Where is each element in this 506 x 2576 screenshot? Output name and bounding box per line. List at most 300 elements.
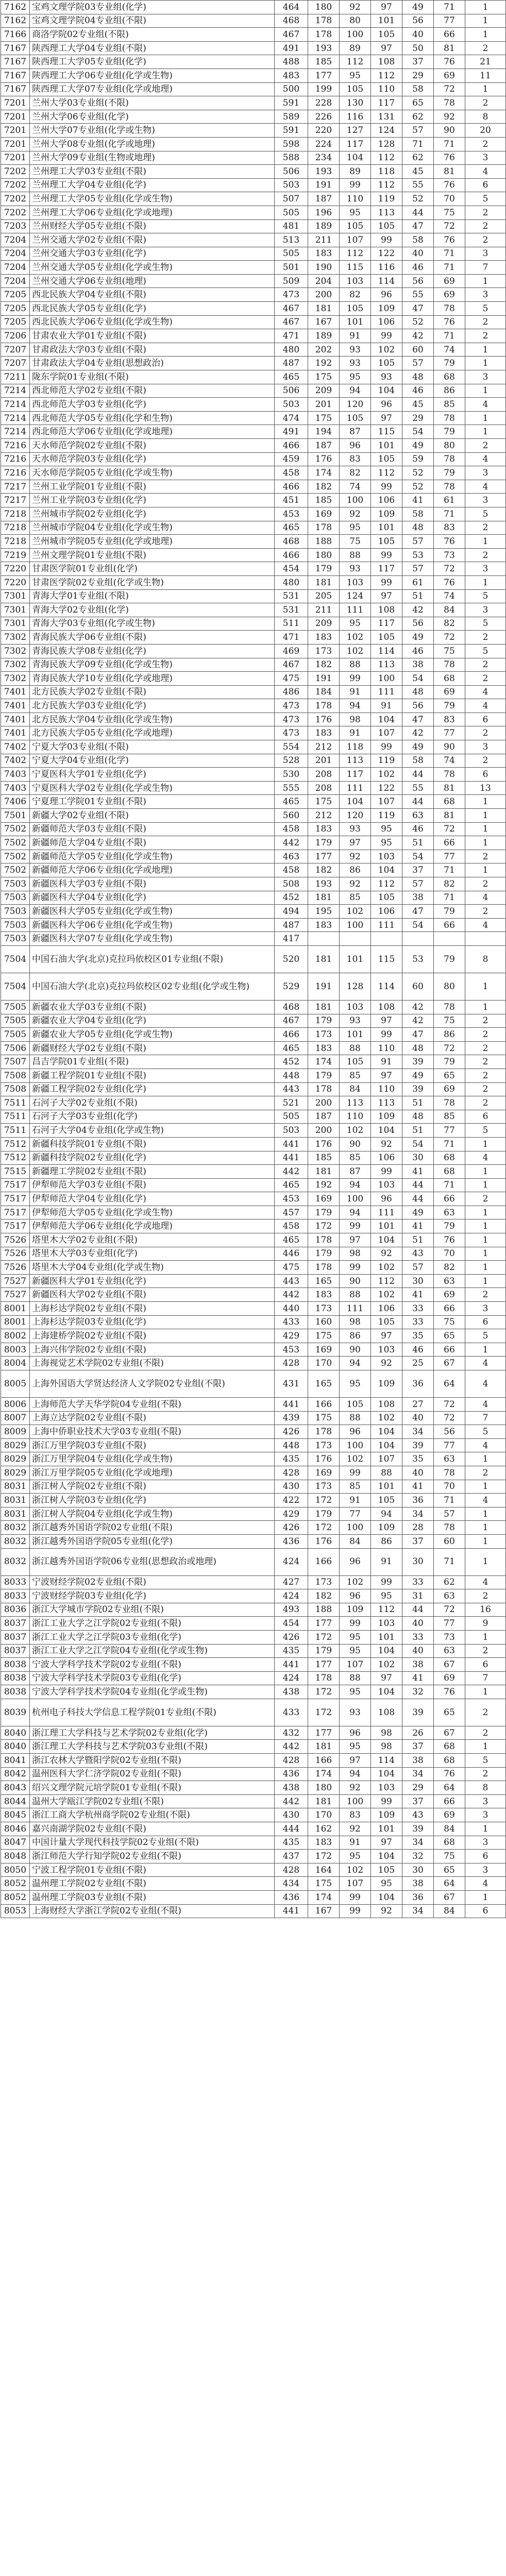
rank-count-cell: 1 <box>465 575 506 589</box>
chinese-score-cell: 196 <box>308 206 340 219</box>
school-code-cell: 8047 <box>1 1836 30 1850</box>
foreign-language-score-cell: 107 <box>371 726 402 740</box>
math-score-cell: 96 <box>340 1726 371 1740</box>
total-score-cell: 464 <box>275 1 308 14</box>
chinese-score-cell: 183 <box>308 1288 340 1302</box>
math-score-cell: 97 <box>340 1233 371 1247</box>
school-code-cell: 7517 <box>1 1192 30 1206</box>
total-score-cell: 442 <box>275 1794 308 1808</box>
foreign-language-score-cell: 97 <box>371 411 402 425</box>
rank-count-cell: 1 <box>465 1452 506 1466</box>
group-name-cell: 新疆医科大学04专业组(化学) <box>30 891 275 905</box>
elective-one-score-cell: 29 <box>402 69 434 82</box>
table-row <box>1 69 506 82</box>
table-row <box>1 288 506 302</box>
total-score-cell: 452 <box>275 891 308 905</box>
math-score-cell: 84 <box>340 1082 371 1096</box>
table-row <box>1 1192 506 1206</box>
foreign-language-score-cell: 100 <box>371 672 402 686</box>
school-code-cell: 8039 <box>1 1699 30 1726</box>
elective-one-score-cell: 37 <box>402 1794 434 1808</box>
total-score-cell: 441 <box>275 1658 308 1672</box>
table-row <box>1 713 506 726</box>
total-score-cell: 433 <box>275 1315 308 1329</box>
elective-one-score-cell: 38 <box>402 1754 434 1768</box>
chinese-score-cell: 194 <box>308 425 340 439</box>
elective-one-score-cell: 41 <box>402 1288 434 1302</box>
math-score-cell: 86 <box>340 863 371 877</box>
total-score-cell: 446 <box>275 1247 308 1261</box>
elective-two-score-cell: 71 <box>434 1137 465 1151</box>
chinese-score-cell: 172 <box>308 1494 340 1507</box>
group-name-cell: 伊犁师范大学04专业组(化学) <box>30 1192 275 1206</box>
foreign-language-score-cell: 97 <box>371 1836 402 1850</box>
math-score-cell: 107 <box>340 233 371 247</box>
elective-two-score-cell: 77 <box>434 1124 465 1138</box>
group-name-cell: 新疆科技学院02专业组(化学) <box>30 1151 275 1165</box>
total-score-cell: 442 <box>275 1288 308 1302</box>
math-score-cell: 100 <box>340 494 371 507</box>
school-code-cell: 8031 <box>1 1494 30 1507</box>
math-score-cell: 100 <box>340 1521 371 1535</box>
rank-count-cell: 5 <box>465 302 506 316</box>
math-score-cell: 97 <box>340 1754 371 1768</box>
school-code-cell: 7205 <box>1 288 30 302</box>
elective-two-score-cell: 72 <box>434 562 465 576</box>
rank-count-cell: 2 <box>465 658 506 672</box>
foreign-language-score-cell: 112 <box>371 1603 402 1617</box>
table-row <box>1 1575 506 1589</box>
table-row <box>1 1206 506 1219</box>
foreign-language-score-cell: 115 <box>371 425 402 439</box>
total-score-cell: 429 <box>275 1329 308 1343</box>
rank-count-cell: 20 <box>465 124 506 138</box>
math-score-cell: 99 <box>340 1261 371 1275</box>
chinese-score-cell: 179 <box>308 1206 340 1219</box>
rank-count-cell: 1 <box>465 1822 506 1836</box>
school-code-cell: 8037 <box>1 1617 30 1631</box>
foreign-language-score-cell: 97 <box>371 1014 402 1028</box>
elective-two-score-cell: 68 <box>434 1165 465 1179</box>
chinese-score-cell: 181 <box>308 945 340 973</box>
group-name-cell: 宁夏大学04专业组(化学) <box>30 754 275 768</box>
elective-one-score-cell: 47 <box>402 1028 434 1042</box>
elective-two-score-cell: 81 <box>434 781 465 795</box>
school-code-cell: 7526 <box>1 1261 30 1275</box>
elective-one-score-cell: 48 <box>402 1110 434 1124</box>
math-score-cell: 111 <box>340 781 371 795</box>
math-score-cell: 92 <box>340 1781 371 1795</box>
group-name-cell: 甘肃政法大学04专业组(思想政治) <box>30 357 275 370</box>
chinese-score-cell: 187 <box>308 1110 340 1124</box>
elective-two-score-cell: 69 <box>434 69 465 82</box>
school-code-cell: 7502 <box>1 850 30 863</box>
rank-count-cell: 2 <box>465 1096 506 1110</box>
chinese-score-cell: 174 <box>308 1891 340 1905</box>
group-name-cell: 商洛学院02专业组(不限) <box>30 28 275 42</box>
table-row <box>1 165 506 179</box>
school-code-cell: 8038 <box>1 1685 30 1699</box>
elective-two-score-cell: 79 <box>434 357 465 370</box>
school-code-cell: 8037 <box>1 1644 30 1658</box>
table-row <box>1 905 506 919</box>
rank-count-cell: 3 <box>465 603 506 617</box>
table-row <box>1 247 506 261</box>
group-name-cell: 浙江越秀外国语学院02专业组(不限) <box>30 1521 275 1535</box>
elective-one-score-cell: 40 <box>402 1466 434 1480</box>
total-score-cell: 466 <box>275 1028 308 1042</box>
elective-two-score-cell: 68 <box>434 672 465 686</box>
rank-count-cell: 2 <box>465 233 506 247</box>
school-code-cell: 8005 <box>1 1370 30 1398</box>
group-name-cell: 中国计量大学现代科技学院02专业组(不限) <box>30 1836 275 1850</box>
school-code-cell: 7511 <box>1 1110 30 1124</box>
table-row <box>1 425 506 439</box>
group-name-cell: 陕西理工大学05专业组(化学) <box>30 55 275 69</box>
rank-count-cell: 1 <box>465 836 506 850</box>
rank-count-cell: 3 <box>465 466 506 480</box>
rank-count-cell: 1 <box>465 343 506 357</box>
rank-count-cell: 3 <box>465 1863 506 1877</box>
group-name-cell: 新疆医科大学02专业组(不限) <box>30 1288 275 1302</box>
elective-two-score-cell: 71 <box>434 863 465 877</box>
elective-two-score-cell <box>434 932 465 946</box>
group-name-cell: 北方民族大学04专业组(化学或生物) <box>30 713 275 726</box>
school-code-cell: 8052 <box>1 1891 30 1905</box>
group-name-cell: 绍兴文理学院元培学院01专业组(不限) <box>30 1781 275 1795</box>
chinese-score-cell: 183 <box>308 822 340 836</box>
foreign-language-score-cell: 110 <box>371 82 402 96</box>
group-name-cell: 北方民族大学02专业组(不限) <box>30 685 275 699</box>
chinese-score-cell: 170 <box>308 1357 340 1370</box>
total-score-cell: 454 <box>275 1617 308 1631</box>
elective-two-score-cell: 60 <box>434 1534 465 1548</box>
chinese-score-cell: 178 <box>308 1671 340 1685</box>
math-score-cell: 95 <box>340 1644 371 1658</box>
foreign-language-score-cell: 91 <box>371 1055 402 1069</box>
school-code-cell: 7167 <box>1 41 30 55</box>
elective-one-score-cell: 54 <box>402 850 434 863</box>
rank-count-cell: 1 <box>465 28 506 42</box>
foreign-language-score-cell: 113 <box>371 206 402 219</box>
math-score-cell: 83 <box>340 1808 371 1822</box>
elective-two-score-cell: 80 <box>434 439 465 453</box>
rank-count-cell: 2 <box>465 1726 506 1740</box>
elective-one-score-cell: 57 <box>402 877 434 891</box>
table-row <box>1 1603 506 1617</box>
elective-two-score-cell: 77 <box>434 1438 465 1452</box>
math-score-cell: 111 <box>340 603 371 617</box>
foreign-language-score-cell: 106 <box>371 1151 402 1165</box>
school-code-cell: 7511 <box>1 1124 30 1138</box>
math-score-cell: 105 <box>340 82 371 96</box>
foreign-language-score-cell: 101 <box>371 1630 402 1644</box>
elective-one-score-cell: 25 <box>402 1357 434 1370</box>
group-name-cell: 新疆医科大学05专业组(化学或生物) <box>30 905 275 919</box>
elective-two-score-cell: 63 <box>434 1452 465 1466</box>
elective-two-score-cell: 75 <box>434 1850 465 1863</box>
rank-count-cell: 1 <box>465 822 506 836</box>
elective-two-score-cell: 85 <box>434 1110 465 1124</box>
rank-count-cell: 1 <box>465 1247 506 1261</box>
group-name-cell: 新疆师范大学05专业组(化学或生物) <box>30 850 275 863</box>
total-score-cell: 440 <box>275 1302 308 1316</box>
table-row <box>1 384 506 398</box>
table-row <box>1 945 506 973</box>
rank-count-cell: 2 <box>465 726 506 740</box>
rank-count-cell: 3 <box>465 494 506 507</box>
table-row <box>1 1165 506 1179</box>
rank-count-cell: 1 <box>465 1685 506 1699</box>
elective-one-score-cell: 41 <box>402 1671 434 1685</box>
rank-count-cell: 7 <box>465 1411 506 1425</box>
elective-one-score-cell: 36 <box>402 1370 434 1398</box>
rank-count-cell: 1 <box>465 1261 506 1275</box>
elective-two-score-cell: 71 <box>434 507 465 521</box>
math-score-cell: 95 <box>340 1850 371 1863</box>
rank-count-cell: 3 <box>465 1794 506 1808</box>
foreign-language-score-cell: 99 <box>371 740 402 754</box>
group-name-cell: 兰州大学07专业组(化学或生物) <box>30 124 275 138</box>
foreign-language-score-cell: 104 <box>371 713 402 726</box>
chinese-score-cell: 181 <box>308 1740 340 1754</box>
chinese-score-cell: 180 <box>308 548 340 562</box>
chinese-score-cell: 201 <box>308 398 340 412</box>
table-row <box>1 768 506 782</box>
group-name-cell: 西北民族大学04专业组(不限) <box>30 288 275 302</box>
school-code-cell: 7216 <box>1 439 30 453</box>
elective-one-score-cell: 62 <box>402 151 434 165</box>
elective-two-score-cell: 67 <box>434 1726 465 1740</box>
math-score-cell: 104 <box>340 151 371 165</box>
math-score-cell: 91 <box>340 726 371 740</box>
elective-two-score-cell: 63 <box>434 1274 465 1288</box>
elective-one-score-cell: 61 <box>402 575 434 589</box>
math-score-cell: 120 <box>340 398 371 412</box>
foreign-language-score-cell: 110 <box>371 1082 402 1096</box>
group-name-cell: 新疆农业大学04专业组(化学) <box>30 1014 275 1028</box>
elective-two-score-cell: 71 <box>434 1178 465 1192</box>
table-row <box>1 1069 506 1082</box>
total-score-cell: 467 <box>275 28 308 42</box>
rank-count-cell: 2 <box>465 1014 506 1028</box>
chinese-score-cell: 189 <box>308 329 340 343</box>
table-row <box>1 1247 506 1261</box>
total-score-cell: 500 <box>275 82 308 96</box>
elective-one-score-cell: 43 <box>402 1247 434 1261</box>
chinese-score-cell: 179 <box>308 836 340 850</box>
foreign-language-score-cell: 102 <box>371 343 402 357</box>
school-code-cell: 7511 <box>1 1096 30 1110</box>
elective-one-score-cell: 48 <box>402 370 434 384</box>
foreign-language-score-cell: 114 <box>371 644 402 658</box>
elective-one-score-cell <box>402 932 434 946</box>
chinese-score-cell: 173 <box>308 1302 340 1316</box>
math-score-cell: 91 <box>340 329 371 343</box>
table-row <box>1 863 506 877</box>
total-score-cell: 430 <box>275 1808 308 1822</box>
school-code-cell: 8048 <box>1 1850 30 1863</box>
group-name-cell: 甘肃医学院01专业组(化学) <box>30 562 275 576</box>
school-code-cell: 7406 <box>1 795 30 809</box>
elective-two-score-cell: 64 <box>434 1370 465 1398</box>
elective-one-score-cell: 39 <box>402 1082 434 1096</box>
total-score-cell: 438 <box>275 1685 308 1699</box>
elective-two-score-cell: 78 <box>434 96 465 110</box>
group-name-cell: 浙江越秀外国语学院06专业组(思想政治或地理) <box>30 1548 275 1575</box>
group-name-cell: 宁波大学科学技术学院04专业组(化学或生物) <box>30 1685 275 1699</box>
rank-count-cell: 5 <box>465 192 506 206</box>
table-row <box>1 1521 506 1535</box>
school-code-cell: 8036 <box>1 1603 30 1617</box>
total-score-cell: 529 <box>275 973 308 1000</box>
school-code-cell: 7508 <box>1 1082 30 1096</box>
chinese-score-cell: 178 <box>308 1233 340 1247</box>
school-code-cell: 8031 <box>1 1507 30 1521</box>
math-score-cell: 88 <box>340 658 371 672</box>
foreign-language-score-cell: 93 <box>371 370 402 384</box>
total-score-cell: 424 <box>275 1589 308 1603</box>
chinese-score-cell: 209 <box>308 617 340 631</box>
rank-count-cell: 4 <box>465 398 506 412</box>
school-code-cell: 8045 <box>1 1808 30 1822</box>
chinese-score-cell: 193 <box>308 41 340 55</box>
table-row <box>1 1357 506 1370</box>
group-name-cell: 上海中侨职业技术大学03专业组(不限) <box>30 1425 275 1439</box>
group-name-cell: 伊犁师范大学05专业组(化学或生物) <box>30 1206 275 1219</box>
group-name-cell: 新疆大学02专业组(不限) <box>30 809 275 823</box>
total-score-cell: 463 <box>275 850 308 863</box>
elective-one-score-cell: 55 <box>402 288 434 302</box>
elective-one-score-cell: 52 <box>402 315 434 329</box>
school-code-cell: 7527 <box>1 1274 30 1288</box>
total-score-cell: 444 <box>275 1822 308 1836</box>
total-score-cell: 554 <box>275 740 308 754</box>
school-code-cell: 8029 <box>1 1452 30 1466</box>
group-name-cell: 浙江理工大学科技与艺术学院03专业组(不限) <box>30 1740 275 1754</box>
table-row <box>1 1178 506 1192</box>
elective-two-score-cell: 90 <box>434 124 465 138</box>
foreign-language-score-cell: 105 <box>371 357 402 370</box>
group-name-cell: 浙江树人学院02专业组(不限) <box>30 1480 275 1494</box>
math-score-cell: 95 <box>340 617 371 631</box>
group-name-cell: 兰州城市学院04专业组(化学或生物) <box>30 521 275 535</box>
chinese-score-cell: 212 <box>308 740 340 754</box>
group-name-cell: 兰州工业学院01专业组(不限) <box>30 480 275 494</box>
elective-one-score-cell: 45 <box>402 398 434 412</box>
total-score-cell: 493 <box>275 1603 308 1617</box>
chinese-score-cell: 176 <box>308 1534 340 1548</box>
math-score-cell: 95 <box>340 206 371 219</box>
foreign-language-score-cell: 104 <box>371 863 402 877</box>
elective-two-score-cell: 76 <box>434 1685 465 1699</box>
table-row <box>1 452 506 466</box>
school-code-cell: 7203 <box>1 219 30 233</box>
chinese-score-cell: 172 <box>308 1630 340 1644</box>
foreign-language-score-cell: 102 <box>371 1288 402 1302</box>
chinese-score-cell: 178 <box>308 14 340 28</box>
group-name-cell: 浙江万里学院04专业组(化学或生物) <box>30 1452 275 1466</box>
elective-two-score-cell: 75 <box>434 1315 465 1329</box>
math-score-cell: 99 <box>340 178 371 192</box>
rank-count-cell: 2 <box>465 1082 506 1096</box>
elective-two-score-cell: 64 <box>434 1781 465 1795</box>
elective-one-score-cell: 60 <box>402 343 434 357</box>
group-name-cell: 青海大学03专业组(化学或生物) <box>30 617 275 631</box>
table-row <box>1 1014 506 1028</box>
table-row <box>1 617 506 631</box>
elective-two-score-cell: 73 <box>434 548 465 562</box>
elective-one-score-cell: 42 <box>402 329 434 343</box>
total-score-cell: 513 <box>275 233 308 247</box>
math-score-cell: 88 <box>340 1411 371 1425</box>
chinese-score-cell: 180 <box>308 1781 340 1795</box>
elective-two-score-cell: 72 <box>434 1603 465 1617</box>
elective-one-score-cell: 59 <box>402 452 434 466</box>
rank-count-cell: 2 <box>465 1192 506 1206</box>
school-code-cell: 7201 <box>1 110 30 124</box>
foreign-language-score-cell: 103 <box>371 1343 402 1357</box>
rank-count-cell: 1 <box>465 1740 506 1754</box>
rank-count-cell: 2 <box>465 1028 506 1042</box>
elective-one-score-cell: 38 <box>402 891 434 905</box>
foreign-language-score-cell: 101 <box>371 521 402 535</box>
table-row <box>1 1151 506 1165</box>
elective-two-score-cell: 79 <box>434 1219 465 1233</box>
chinese-score-cell: 177 <box>308 1617 340 1631</box>
chinese-score-cell: 178 <box>308 1082 340 1096</box>
total-score-cell: 454 <box>275 562 308 576</box>
elective-two-score-cell: 70 <box>434 1247 465 1261</box>
elective-one-score-cell: 52 <box>402 192 434 206</box>
rank-count-cell: 4 <box>465 1370 506 1398</box>
total-score-cell: 457 <box>275 1206 308 1219</box>
rank-count-cell: 16 <box>465 1603 506 1617</box>
total-score-cell: 480 <box>275 575 308 589</box>
table-row <box>1 329 506 343</box>
math-score-cell: 96 <box>340 439 371 453</box>
total-score-cell: 475 <box>275 672 308 686</box>
group-name-cell: 昌吉学院01专业组(不限) <box>30 1055 275 1069</box>
group-name-cell: 陕西理工大学07专业组(化学或地理) <box>30 82 275 96</box>
foreign-language-score-cell: 103 <box>371 1178 402 1192</box>
school-code-cell: 7207 <box>1 357 30 370</box>
school-code-cell: 7401 <box>1 713 30 726</box>
group-name-cell: 石河子大学02专业组(不限) <box>30 1096 275 1110</box>
rank-count-cell: 4 <box>465 1398 506 1412</box>
chinese-score-cell: 165 <box>308 1274 340 1288</box>
elective-one-score-cell: 53 <box>402 548 434 562</box>
math-score-cell: 94 <box>340 1357 371 1370</box>
elective-two-score-cell: 78 <box>434 768 465 782</box>
total-score-cell: 453 <box>275 507 308 521</box>
group-name-cell: 天水师范学院03专业组(化学) <box>30 452 275 466</box>
school-code-cell: 8037 <box>1 1630 30 1644</box>
school-code-cell: 7214 <box>1 398 30 412</box>
elective-two-score-cell: 78 <box>434 1096 465 1110</box>
school-code-cell: 7205 <box>1 315 30 329</box>
elective-one-score-cell: 42 <box>402 1014 434 1028</box>
foreign-language-score-cell: 99 <box>371 1794 402 1808</box>
foreign-language-score-cell: 105 <box>371 631 402 645</box>
table-row <box>1 233 506 247</box>
elective-two-score-cell: 92 <box>434 110 465 124</box>
school-code-cell: 7207 <box>1 343 30 357</box>
rank-count-cell: 5 <box>465 1329 506 1343</box>
school-code-cell: 7301 <box>1 603 30 617</box>
table-row <box>1 206 506 219</box>
elective-one-score-cell: 38 <box>402 1877 434 1891</box>
